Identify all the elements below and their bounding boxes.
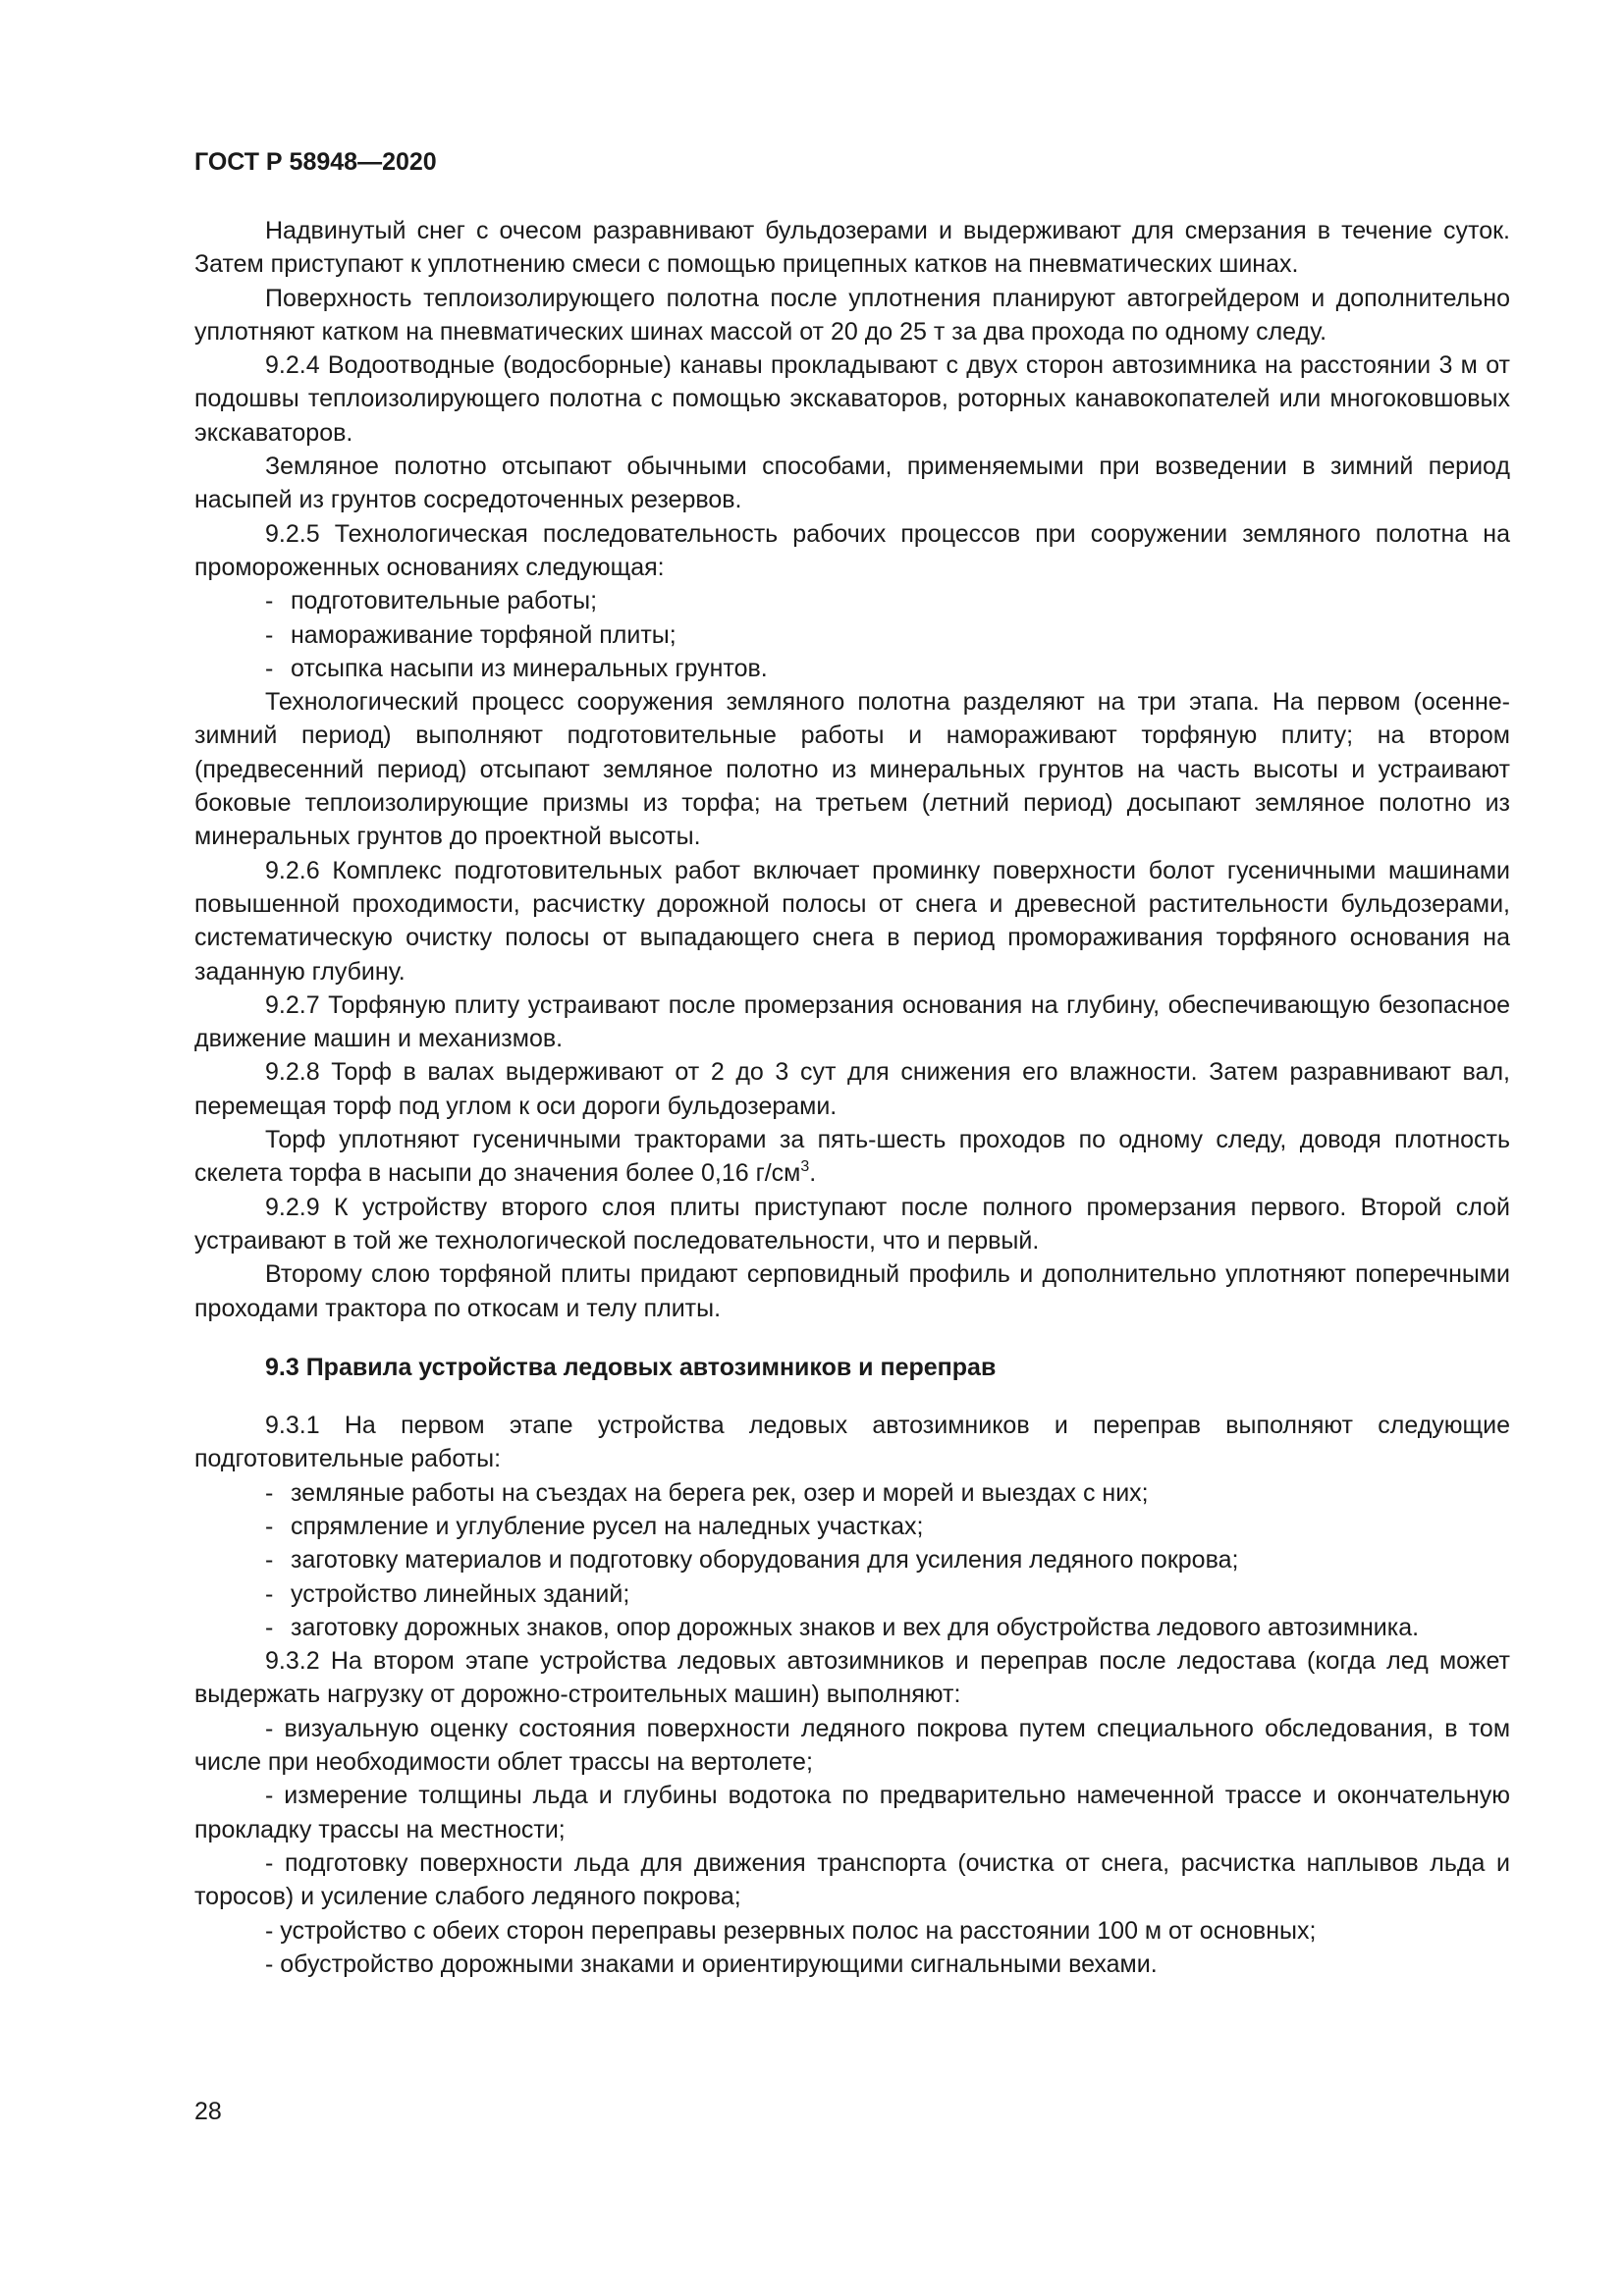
paragraph-929: 9.2.9 К устройству второго слоя плиты приступают после полного промерзания первого. Второй слой устраивают в той же технологической последовательности, что и первый.: [194, 1193, 1510, 1255]
list-item-text: подготовку поверхности льда для движения транспорта (очистка от снега, расчистка наплывов льда и торосов) и усиление слабого ледяного покрова;: [194, 1848, 1511, 1911]
paragraph-927: 9.2.7 Торфяную плиту устраивают после промерзания основания на глубину, обеспечивающую безопасное движение машин и механизмов.: [194, 990, 1510, 1053]
paragraph-density: [194, 1123, 1510, 1191]
list-item: [194, 1779, 1510, 1846]
list-item: [194, 1914, 1510, 1948]
paragraph-932: 9.3.2 На втором этапе устройства ледовых автозимников и переправ после ледостава (когда лед может выдержать нагрузку от дорожно-строительных машин) выполняют:: [194, 1647, 1510, 1709]
paragraph: Надвинутый снег с очесом разравнивают бульдозерами и выдерживают для смерзания в течение суток. Затем приступают к уплотнению смеси с помощью прицепных катков на пневматических шинах.: [194, 217, 1510, 279]
list-marker: -: [265, 1848, 274, 1877]
density-exponent: 3: [800, 1158, 810, 1176]
paragraph-931: 9.3.1 На первом этапе устройства ледовых автозимников и переправ выполняют следующие подготовительные работы:: [194, 1412, 1510, 1473]
density-text: Торф уплотняют гусеничными тракторами за пять-шесть проходов по одному следу, доводя плотность скелета торфа в насыпи до значения более 0,16 г/см: [194, 1126, 1510, 1188]
standard-id: ГОСТ Р 58948—2020: [194, 148, 437, 176]
list-marker: -: [265, 1478, 274, 1507]
list-marker: -: [265, 1714, 274, 1742]
list-item: [194, 1543, 1510, 1576]
list-marker: -: [265, 1916, 274, 1945]
list-item-text: земляные работы на съездах на берега рек, озер и морей и выездах с них;: [291, 1478, 1149, 1507]
section-heading: 9.3 Правила устройства ледовых автозимников и переправ: [265, 1353, 997, 1381]
list-marker: -: [265, 654, 274, 682]
list-item: [194, 1846, 1510, 1914]
list-marker: -: [265, 1546, 274, 1575]
list-item-text: спрямление и углубление русел на наледных участках;: [291, 1512, 924, 1540]
list-marker: -: [265, 1949, 274, 1978]
list-item-text: намораживание торфяной плиты;: [291, 620, 677, 649]
paragraph-925: 9.2.5 Технологическая последовательность рабочих процессов при сооружении земляного полотна на промороженных основаниях следующая:: [194, 519, 1510, 581]
page-number: 28: [194, 2098, 222, 2125]
paragraph-928: 9.2.8 Торф в валах выдерживают от 2 до 3 сут для снижения его влажности. Затем разравнивают вал, перемещая торф под углом к оси дороги бульдозерами.: [194, 1058, 1510, 1120]
list-item-text: подготовительные работы;: [291, 587, 598, 615]
list-marker: -: [265, 1782, 274, 1810]
list-item-text: обустройство дорожными знаками и ориентирующими сигнальными вехами.: [280, 1949, 1158, 1978]
list-marker: -: [265, 587, 274, 615]
list-item-text: измерение толщины льда и глубины водотока по предварительно намеченной трассе и окончательную прокладку трассы на местности;: [194, 1782, 1510, 1843]
list-item: [194, 1712, 1510, 1780]
list-item: [194, 1611, 1510, 1644]
paragraph-926: 9.2.6 Комплекс подготовительных работ включает проминку поверхности болот гусеничными машинами повышенной проходимости, расчистку дорожной полосы от снега и древесной растительности бульдозерами, систематическую очистку полосы от выпадающего снега в период промораживания торфяного основания на заданную глубину.: [194, 856, 1510, 986]
list-item: [194, 584, 1510, 617]
list-marker: -: [265, 1512, 274, 1540]
paragraph: Поверхность теплоизолирующего полотна после уплотнения планируют автогрейдером и дополнительно уплотняют катком на пневматических шинах массой от 20 до 25 т за два прохода по одному следу.: [194, 284, 1510, 346]
list-marker: -: [265, 1579, 274, 1608]
list-marker: -: [265, 1613, 274, 1641]
document-page: [194, 147, 1510, 1981]
document-body: [194, 214, 1510, 1981]
list-item: [194, 1476, 1510, 1510]
list-item: [194, 652, 1510, 685]
list-item: [194, 1510, 1510, 1543]
list-item-text: визуальную оценку состояния поверхности ледяного покрова путем специального обследования, в том числе при необходимости облет трассы на вертолете;: [194, 1714, 1511, 1777]
list-item: [194, 1577, 1510, 1611]
list-item: [194, 1948, 1510, 1981]
paragraph: Второму слою торфяной плиты придают серповидный профиль и дополнительно уплотняют поперечными проходами трактора по откосам и телу плиты.: [194, 1260, 1510, 1322]
list-item-text: заготовку материалов и подготовку оборудования для усиления ледяного покрова;: [291, 1546, 1239, 1575]
paragraph: Технологический процесс сооружения земляного полотна разделяют на три этапа. На первом (осенне-зимний период) выполняют подготовительные работы и намораживают торфяную плиту; на втором (предвесенний период) отсыпают земляное полотно из минеральных грунтов на часть высоты и устраивают боковые теплоизолирующие призмы из торфа; на третьем (летний период) досыпают земляное полотно из минеральных грунтов до проектной высоты.: [194, 688, 1510, 851]
list-item-text: устройство линейных зданий;: [291, 1579, 630, 1608]
list-item: [194, 618, 1510, 652]
list-item-text: устройство с обеих сторон переправы резервных полос на расстоянии 100 м от основных;: [280, 1916, 1317, 1945]
list-item-text: отсыпка насыпи из минеральных грунтов.: [291, 654, 768, 682]
density-end: .: [809, 1159, 817, 1188]
paragraph-924: 9.2.4 Водоотводные (водосборные) канавы прокладывают с двух сторон автозимника на расстоянии 3 м от подошвы теплоизолирующего полотна с помощью экскаваторов, роторных канавокопателей или многоковшовых экскаваторов.: [194, 351, 1510, 447]
paragraph: Земляное полотно отсыпают обычными способами, применяемыми при возведении в зимний период насыпей из грунтов сосредоточенных резервов.: [194, 453, 1510, 514]
list-item-text: заготовку дорожных знаков, опор дорожных знаков и вех для обустройства ледового автозимника.: [291, 1613, 1420, 1641]
list-marker: -: [265, 620, 274, 649]
